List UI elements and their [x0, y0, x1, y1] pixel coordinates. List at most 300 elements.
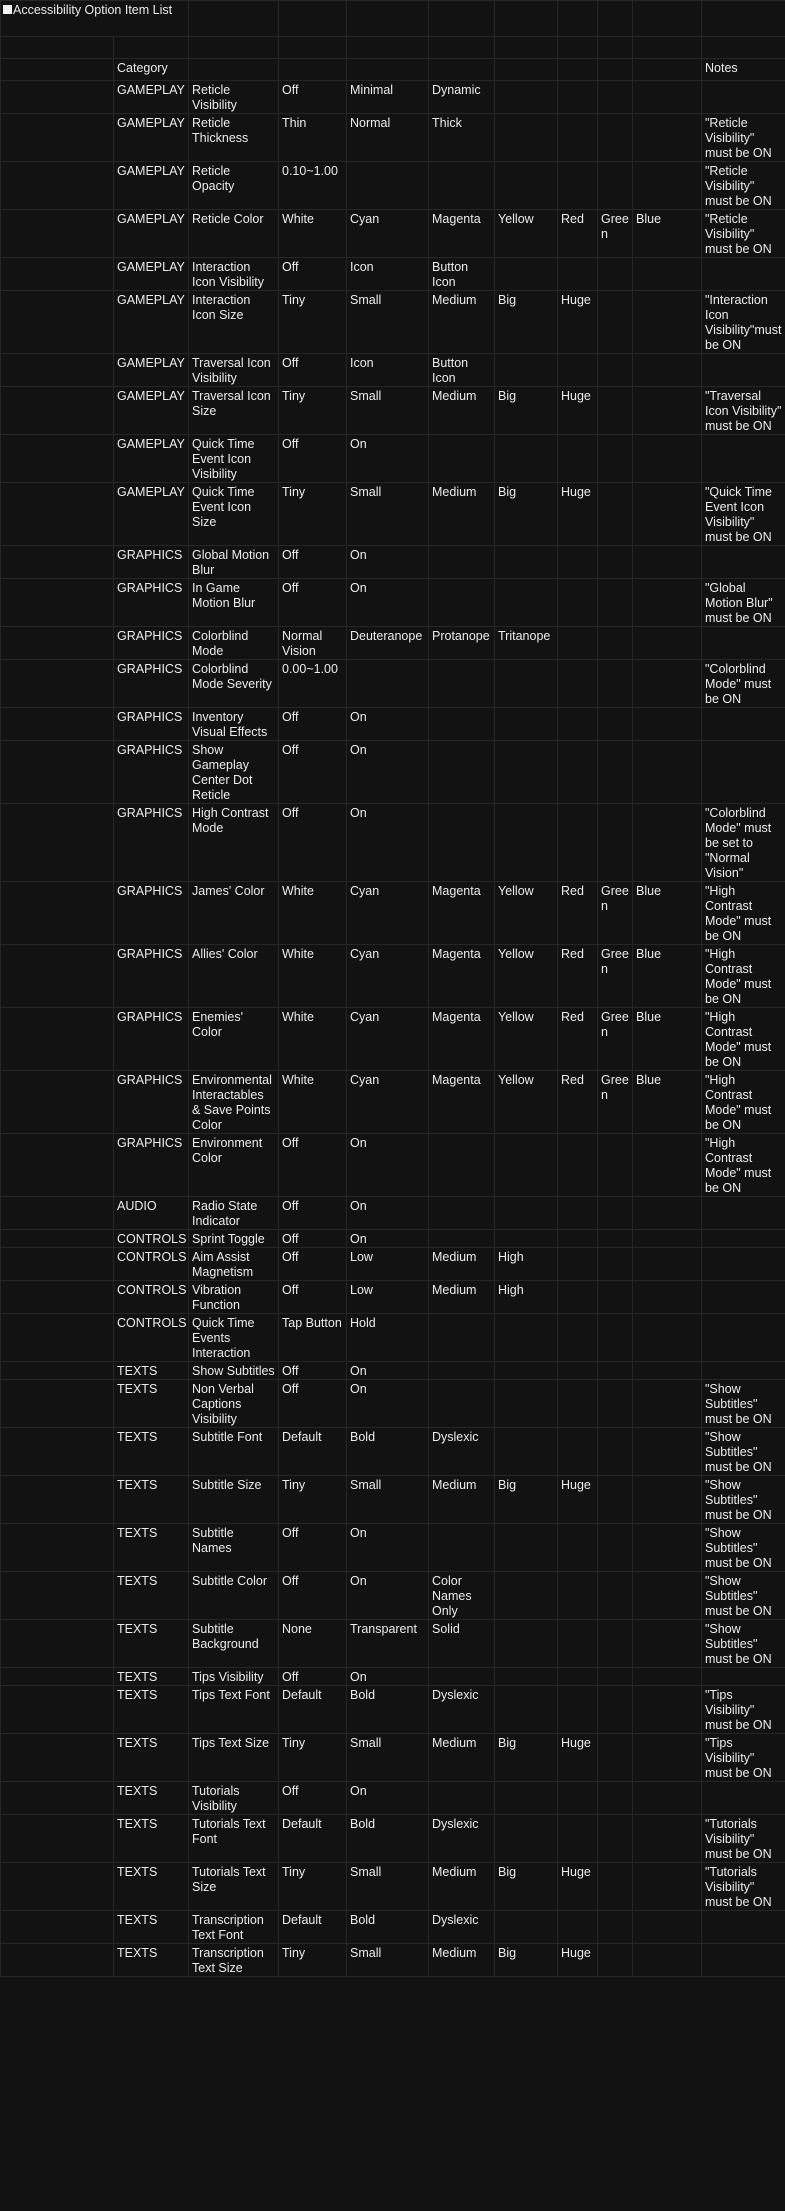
- table-row: [1, 1248, 785, 1281]
- table-row: [1, 804, 785, 882]
- item-cell: Radio State Indicator: [189, 1197, 279, 1230]
- option-cell: Color Names Only: [429, 1572, 495, 1620]
- option-cell: [598, 114, 633, 162]
- row-gutter: [1, 483, 114, 546]
- option-cell: Normal: [347, 114, 429, 162]
- option-cell: [495, 1134, 558, 1197]
- option-cell: Off: [279, 1248, 347, 1281]
- option-cell: Medium: [429, 387, 495, 435]
- notes-cell: "Reticle Visibility" must be ON: [702, 210, 785, 258]
- option-cell: [558, 1362, 598, 1380]
- table-row: [1, 945, 785, 1008]
- option-cell: [598, 1734, 633, 1782]
- item-cell: Sprint Toggle: [189, 1230, 279, 1248]
- category-cell: GRAPHICS: [114, 1134, 189, 1197]
- row-gutter: [1, 1281, 114, 1314]
- option-cell: [347, 660, 429, 708]
- option-cell: [598, 354, 633, 387]
- row-gutter: [1, 1911, 114, 1944]
- notes-cell: "Interaction Icon Visibility"must be ON: [702, 291, 785, 354]
- option-cell: None: [279, 1620, 347, 1668]
- option-cell: [598, 1911, 633, 1944]
- option-cell: High: [495, 1281, 558, 1314]
- option-cell: [429, 1524, 495, 1572]
- notes-cell: "High Contrast Mode" must be ON: [702, 1071, 785, 1134]
- option-cell: On: [347, 741, 429, 804]
- option-cell: [495, 258, 558, 291]
- option-cell: [429, 1782, 495, 1815]
- category-cell: TEXTS: [114, 1815, 189, 1863]
- item-cell: Reticle Opacity: [189, 162, 279, 210]
- item-cell: Colorblind Mode: [189, 627, 279, 660]
- category-cell: TEXTS: [114, 1944, 189, 1977]
- option-cell: White: [279, 945, 347, 1008]
- option-cell: White: [279, 882, 347, 945]
- option-cell: Blue: [633, 1008, 702, 1071]
- option-cell: Tiny: [279, 483, 347, 546]
- option-cell: Off: [279, 435, 347, 483]
- row-gutter: [1, 1782, 114, 1815]
- table-row: [1, 258, 785, 291]
- option-cell: Yellow: [495, 945, 558, 1008]
- option-cell: [633, 1134, 702, 1197]
- option-cell: Magenta: [429, 210, 495, 258]
- option-cell: [633, 1668, 702, 1686]
- spacer-row: [1, 37, 785, 59]
- option-cell: [598, 162, 633, 210]
- option-cell: Off: [279, 1281, 347, 1314]
- option-cell: Huge: [558, 387, 598, 435]
- category-cell: TEXTS: [114, 1380, 189, 1428]
- option-cell: Small: [347, 291, 429, 354]
- notes-cell: "Tutorials Visibility" must be ON: [702, 1815, 785, 1863]
- option-cell: Cyan: [347, 1008, 429, 1071]
- category-cell: CONTROLS: [114, 1281, 189, 1314]
- option-cell: Normal Vision: [279, 627, 347, 660]
- option-cell: Big: [495, 483, 558, 546]
- table-row: [1, 741, 785, 804]
- option-cell: [495, 1815, 558, 1863]
- option-cell: [633, 483, 702, 546]
- option-cell: Tiny: [279, 291, 347, 354]
- item-cell: Subtitle Size: [189, 1476, 279, 1524]
- notes-cell: [702, 435, 785, 483]
- category-cell: CONTROLS: [114, 1230, 189, 1248]
- row-gutter: [1, 1197, 114, 1230]
- option-cell: [558, 1524, 598, 1572]
- row-gutter: [1, 546, 114, 579]
- option-cell: [347, 162, 429, 210]
- option-cell: [633, 1362, 702, 1380]
- option-cell: [429, 660, 495, 708]
- option-cell: [429, 1230, 495, 1248]
- option-cell: [429, 1197, 495, 1230]
- option-cell: Tiny: [279, 1863, 347, 1911]
- option-cell: [495, 1782, 558, 1815]
- option-cell: Hold: [347, 1314, 429, 1362]
- option-cell: [429, 741, 495, 804]
- item-cell: Traversal Icon Visibility: [189, 354, 279, 387]
- option-cell: [633, 1572, 702, 1620]
- option-cell: [558, 435, 598, 483]
- option-cell: [429, 804, 495, 882]
- option-cell: [633, 354, 702, 387]
- row-gutter: [1, 1944, 114, 1977]
- option-cell: Protanope: [429, 627, 495, 660]
- option-cell: [598, 708, 633, 741]
- option-cell: [495, 81, 558, 114]
- option-cell: [495, 435, 558, 483]
- option-cell: [429, 162, 495, 210]
- category-cell: GRAPHICS: [114, 945, 189, 1008]
- option-cell: Yellow: [495, 882, 558, 945]
- item-cell: Tips Text Font: [189, 1686, 279, 1734]
- option-cell: [633, 1380, 702, 1428]
- option-cell: [598, 1524, 633, 1572]
- option-cell: [598, 387, 633, 435]
- option-cell: Tiny: [279, 1944, 347, 1977]
- option-cell: Big: [495, 387, 558, 435]
- option-cell: [633, 162, 702, 210]
- option-cell: Transparent: [347, 1620, 429, 1668]
- option-cell: [558, 660, 598, 708]
- notes-cell: "Show Subtitles" must be ON: [702, 1572, 785, 1620]
- table-row: [1, 81, 785, 114]
- option-cell: [429, 1362, 495, 1380]
- option-cell: Medium: [429, 1281, 495, 1314]
- option-cell: On: [347, 1524, 429, 1572]
- option-cell: Tiny: [279, 1734, 347, 1782]
- item-cell: Subtitle Names: [189, 1524, 279, 1572]
- option-cell: Huge: [558, 1734, 598, 1782]
- row-gutter: [1, 1230, 114, 1248]
- option-cell: Green: [598, 1071, 633, 1134]
- table-row: [1, 162, 785, 210]
- option-cell: Small: [347, 1863, 429, 1911]
- option-cell: Off: [279, 1782, 347, 1815]
- option-cell: Bold: [347, 1428, 429, 1476]
- table-row: [1, 1197, 785, 1230]
- option-cell: [598, 435, 633, 483]
- item-cell: Tips Visibility: [189, 1668, 279, 1686]
- row-gutter: [1, 1362, 114, 1380]
- option-cell: [495, 804, 558, 882]
- row-gutter: [1, 114, 114, 162]
- table-row: [1, 1281, 785, 1314]
- notes-cell: [702, 1281, 785, 1314]
- table-row: [1, 1071, 785, 1134]
- table-row: [1, 660, 785, 708]
- item-cell: Show Subtitles: [189, 1362, 279, 1380]
- option-cell: [598, 1863, 633, 1911]
- category-cell: AUDIO: [114, 1197, 189, 1230]
- table-row: [1, 1380, 785, 1428]
- item-cell: Tutorials Visibility: [189, 1782, 279, 1815]
- item-cell: Quick Time Event Icon Visibility: [189, 435, 279, 483]
- category-cell: TEXTS: [114, 1620, 189, 1668]
- row-gutter: [1, 1734, 114, 1782]
- item-cell: Tutorials Text Font: [189, 1815, 279, 1863]
- notes-cell: "Show Subtitles" must be ON: [702, 1524, 785, 1572]
- option-cell: Solid: [429, 1620, 495, 1668]
- notes-cell: "Show Subtitles" must be ON: [702, 1428, 785, 1476]
- category-cell: TEXTS: [114, 1524, 189, 1572]
- item-cell: Interaction Icon Size: [189, 291, 279, 354]
- option-cell: [558, 258, 598, 291]
- option-cell: [633, 1815, 702, 1863]
- row-gutter: [1, 1380, 114, 1428]
- option-cell: [495, 1380, 558, 1428]
- option-cell: Off: [279, 708, 347, 741]
- option-cell: High: [495, 1248, 558, 1281]
- option-cell: [633, 258, 702, 291]
- option-cell: Huge: [558, 1944, 598, 1977]
- option-cell: On: [347, 1572, 429, 1620]
- option-cell: Big: [495, 291, 558, 354]
- option-cell: Button Icon: [429, 258, 495, 291]
- table-row: [1, 1944, 785, 1977]
- option-cell: [633, 1620, 702, 1668]
- option-cell: Huge: [558, 1476, 598, 1524]
- category-cell: GRAPHICS: [114, 1071, 189, 1134]
- row-gutter: [1, 1476, 114, 1524]
- notes-cell: [702, 1944, 785, 1977]
- option-cell: [558, 162, 598, 210]
- option-cell: [558, 579, 598, 627]
- category-cell: TEXTS: [114, 1476, 189, 1524]
- title-row: [1, 1, 785, 37]
- notes-cell: "Tutorials Visibility" must be ON: [702, 1863, 785, 1911]
- table-row: [1, 1314, 785, 1362]
- option-cell: Thin: [279, 114, 347, 162]
- option-cell: [633, 1197, 702, 1230]
- option-cell: Small: [347, 387, 429, 435]
- item-cell: Traversal Icon Size: [189, 387, 279, 435]
- table-row: [1, 627, 785, 660]
- option-cell: [633, 114, 702, 162]
- option-cell: Red: [558, 1008, 598, 1071]
- category-cell: GAMEPLAY: [114, 483, 189, 546]
- option-cell: [598, 1476, 633, 1524]
- option-cell: Red: [558, 1071, 598, 1134]
- notes-cell: [702, 354, 785, 387]
- notes-cell: "Tips Visibility" must be ON: [702, 1734, 785, 1782]
- category-cell: TEXTS: [114, 1572, 189, 1620]
- notes-cell: "Tips Visibility" must be ON: [702, 1686, 785, 1734]
- option-cell: On: [347, 1230, 429, 1248]
- option-cell: Off: [279, 804, 347, 882]
- row-gutter: [1, 354, 114, 387]
- option-cell: Off: [279, 1197, 347, 1230]
- option-cell: [633, 546, 702, 579]
- table-row: [1, 1911, 785, 1944]
- item-cell: Quick Time Events Interaction: [189, 1314, 279, 1362]
- category-cell: GAMEPLAY: [114, 162, 189, 210]
- option-cell: Magenta: [429, 882, 495, 945]
- option-cell: Off: [279, 354, 347, 387]
- option-cell: Bold: [347, 1686, 429, 1734]
- option-cell: [598, 1248, 633, 1281]
- category-cell: TEXTS: [114, 1362, 189, 1380]
- item-cell: High Contrast Mode: [189, 804, 279, 882]
- category-cell: GAMEPLAY: [114, 387, 189, 435]
- option-cell: Off: [279, 546, 347, 579]
- option-cell: Off: [279, 1668, 347, 1686]
- category-cell: GRAPHICS: [114, 882, 189, 945]
- option-cell: Big: [495, 1734, 558, 1782]
- option-cell: Off: [279, 1230, 347, 1248]
- option-cell: [429, 1668, 495, 1686]
- category-cell: TEXTS: [114, 1428, 189, 1476]
- option-cell: [633, 741, 702, 804]
- item-cell: Reticle Visibility: [189, 81, 279, 114]
- item-cell: Enemies' Color: [189, 1008, 279, 1071]
- option-cell: Yellow: [495, 210, 558, 258]
- option-cell: [558, 1380, 598, 1428]
- row-gutter: [1, 741, 114, 804]
- table-row: [1, 1668, 785, 1686]
- option-cell: Off: [279, 258, 347, 291]
- option-cell: [633, 660, 702, 708]
- option-cell: [633, 1524, 702, 1572]
- option-cell: [558, 1782, 598, 1815]
- notes-cell: [702, 546, 785, 579]
- item-cell: Environment Color: [189, 1134, 279, 1197]
- table-row: [1, 1428, 785, 1476]
- option-cell: [633, 1230, 702, 1248]
- option-cell: Red: [558, 882, 598, 945]
- item-cell: Inventory Visual Effects: [189, 708, 279, 741]
- option-cell: 0.10~1.00: [279, 162, 347, 210]
- category-cell: TEXTS: [114, 1668, 189, 1686]
- option-cell: Off: [279, 1380, 347, 1428]
- item-cell: Environmental Interactables & Save Points Color: [189, 1071, 279, 1134]
- option-cell: Dyslexic: [429, 1815, 495, 1863]
- row-gutter: [1, 882, 114, 945]
- option-cell: Medium: [429, 1476, 495, 1524]
- option-cell: [633, 804, 702, 882]
- item-cell: Allies' Color: [189, 945, 279, 1008]
- item-cell: Subtitle Background: [189, 1620, 279, 1668]
- notes-cell: "Colorblind Mode" must be ON: [702, 660, 785, 708]
- option-cell: On: [347, 1197, 429, 1230]
- option-cell: [558, 1314, 598, 1362]
- option-cell: [598, 1620, 633, 1668]
- option-cell: [558, 1428, 598, 1476]
- option-cell: [598, 627, 633, 660]
- option-cell: [558, 1620, 598, 1668]
- row-gutter: [1, 1863, 114, 1911]
- row-gutter: [1, 291, 114, 354]
- table-row: [1, 114, 785, 162]
- item-cell: Non Verbal Captions Visibility: [189, 1380, 279, 1428]
- option-cell: [598, 1281, 633, 1314]
- option-cell: Yellow: [495, 1008, 558, 1071]
- option-cell: [495, 1197, 558, 1230]
- table-row: [1, 1734, 785, 1782]
- notes-cell: "High Contrast Mode" must be ON: [702, 945, 785, 1008]
- category-cell: TEXTS: [114, 1734, 189, 1782]
- option-cell: [598, 1230, 633, 1248]
- option-cell: [598, 1782, 633, 1815]
- option-cell: Magenta: [429, 1008, 495, 1071]
- option-cell: [495, 1230, 558, 1248]
- notes-cell: [702, 1782, 785, 1815]
- category-cell: GAMEPLAY: [114, 291, 189, 354]
- option-cell: Cyan: [347, 945, 429, 1008]
- category-cell: GAMEPLAY: [114, 258, 189, 291]
- option-cell: Green: [598, 1008, 633, 1071]
- item-cell: Vibration Function: [189, 1281, 279, 1314]
- option-cell: Big: [495, 1863, 558, 1911]
- notes-cell: [702, 1230, 785, 1248]
- option-cell: Dynamic: [429, 81, 495, 114]
- item-cell: In Game Motion Blur: [189, 579, 279, 627]
- option-cell: [558, 741, 598, 804]
- row-gutter: [1, 945, 114, 1008]
- category-cell: GRAPHICS: [114, 660, 189, 708]
- option-cell: Bold: [347, 1911, 429, 1944]
- option-cell: Bold: [347, 1815, 429, 1863]
- option-cell: [558, 1248, 598, 1281]
- option-cell: On: [347, 1668, 429, 1686]
- row-gutter: [1, 804, 114, 882]
- option-cell: Huge: [558, 483, 598, 546]
- table-row: [1, 546, 785, 579]
- item-cell: Quick Time Event Icon Size: [189, 483, 279, 546]
- option-cell: [495, 660, 558, 708]
- row-gutter: [1, 1134, 114, 1197]
- option-cell: Small: [347, 1944, 429, 1977]
- option-cell: Magenta: [429, 1071, 495, 1134]
- option-cell: On: [347, 1782, 429, 1815]
- row-gutter: [1, 1572, 114, 1620]
- category-cell: CONTROLS: [114, 1248, 189, 1281]
- row-gutter: [1, 1248, 114, 1281]
- row-gutter: [1, 660, 114, 708]
- option-cell: Off: [279, 1362, 347, 1380]
- option-cell: Dyslexic: [429, 1911, 495, 1944]
- category-cell: TEXTS: [114, 1686, 189, 1734]
- option-cell: [429, 546, 495, 579]
- notes-cell: "Traversal Icon Visibility" must be ON: [702, 387, 785, 435]
- option-cell: Tiny: [279, 387, 347, 435]
- option-cell: Medium: [429, 291, 495, 354]
- item-cell: James' Color: [189, 882, 279, 945]
- option-cell: [558, 1815, 598, 1863]
- item-cell: Global Motion Blur: [189, 546, 279, 579]
- notes-cell: [702, 81, 785, 114]
- option-cell: Tap Button: [279, 1314, 347, 1362]
- option-cell: [598, 291, 633, 354]
- option-cell: Default: [279, 1686, 347, 1734]
- option-cell: Magenta: [429, 945, 495, 1008]
- category-cell: TEXTS: [114, 1863, 189, 1911]
- option-cell: [429, 435, 495, 483]
- option-cell: [558, 354, 598, 387]
- option-cell: [598, 1428, 633, 1476]
- option-cell: Medium: [429, 483, 495, 546]
- notes-cell: [702, 1668, 785, 1686]
- table-row: [1, 210, 785, 258]
- item-cell: Subtitle Font: [189, 1428, 279, 1476]
- option-cell: [495, 708, 558, 741]
- item-cell: Subtitle Color: [189, 1572, 279, 1620]
- option-cell: [633, 1911, 702, 1944]
- option-cell: [598, 804, 633, 882]
- category-cell: TEXTS: [114, 1911, 189, 1944]
- row-gutter: [1, 1620, 114, 1668]
